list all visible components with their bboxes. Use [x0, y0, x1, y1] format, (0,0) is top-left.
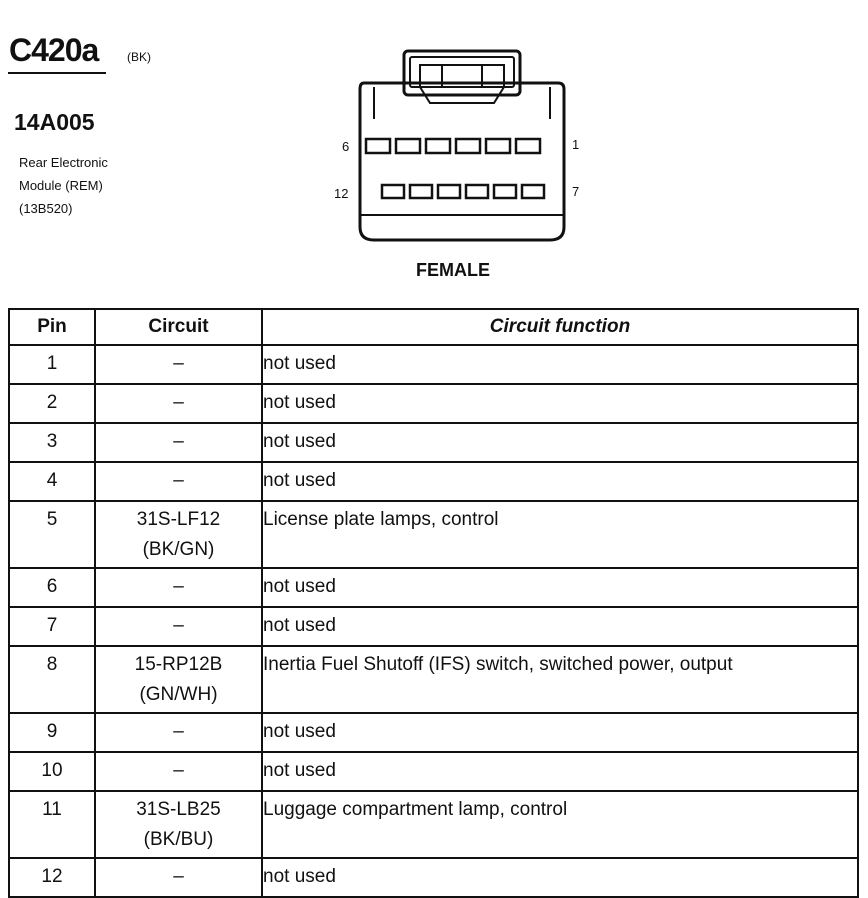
table-row: [9, 713, 858, 752]
circuit-function: not used: [262, 462, 858, 501]
header-circuit: Circuit: [95, 309, 262, 345]
table-row: [9, 858, 858, 897]
table-row: [9, 423, 858, 462]
circuit-cell: [95, 568, 262, 607]
circuit-cell: [95, 462, 262, 501]
circuit-id: –: [173, 760, 184, 781]
circuit-id: –: [173, 866, 184, 887]
part-number: 14A005: [14, 109, 95, 135]
pin-number: 6: [9, 568, 95, 607]
pin-number: 4: [9, 462, 95, 501]
circuit-id: –: [173, 721, 184, 742]
table-header-row: [9, 309, 858, 345]
circuit-id: –: [173, 470, 184, 491]
circuit-cell: [95, 858, 262, 897]
connector-color: (BK): [127, 50, 151, 64]
circuit-cell: [95, 501, 262, 568]
table-row: [9, 607, 858, 646]
pin-number: 12: [9, 858, 95, 897]
circuit-function: Luggage compartment lamp, control: [262, 791, 858, 858]
table-row: [9, 384, 858, 423]
circuit-function: Inertia Fuel Shutoff (IFS) switch, switched power, output: [262, 646, 858, 713]
table-row: [9, 462, 858, 501]
pin-label-6: 6: [342, 139, 350, 154]
circuit-cell: [95, 646, 262, 713]
pin-label-7: 7: [572, 184, 580, 199]
module-description-line: Rear Electronic: [19, 155, 108, 170]
circuit-cell: [95, 752, 262, 791]
circuit-wire-color: (GN/WH): [139, 684, 218, 705]
table-row: [9, 646, 858, 713]
circuit-function: not used: [262, 568, 858, 607]
table-row: [9, 752, 858, 791]
table-row: [9, 791, 858, 858]
circuit-wire-color: (BK/BU): [143, 829, 214, 850]
circuit-id: 31S-LF12: [136, 509, 221, 530]
pin-number: 9: [9, 713, 95, 752]
pin-label-1: 1: [572, 137, 580, 152]
connector-face-diagram: [352, 45, 572, 245]
header-circuit-function: Circuit function: [262, 309, 858, 345]
circuit-id: –: [173, 353, 184, 374]
pinout-table: [8, 308, 859, 898]
pin-number: 10: [9, 752, 95, 791]
circuit-id: –: [173, 392, 184, 413]
circuit-wire-color: (BK/GN): [142, 539, 215, 560]
pin-number: 3: [9, 423, 95, 462]
pin-number: 5: [9, 501, 95, 568]
pin-number: 8: [9, 646, 95, 713]
circuit-function: not used: [262, 607, 858, 646]
pin-number: 7: [9, 607, 95, 646]
circuit-id: 31S-LB25: [136, 799, 221, 820]
pin-label-12: 12: [334, 186, 349, 201]
pin-number: 2: [9, 384, 95, 423]
circuit-function: License plate lamps, control: [262, 501, 858, 568]
connector-gender-label: FEMALE: [416, 260, 490, 280]
connector-id: C420a: [9, 32, 99, 68]
circuit-function: not used: [262, 752, 858, 791]
circuit-id: 15-RP12B: [134, 654, 223, 675]
table-row: [9, 568, 858, 607]
circuit-id: –: [173, 615, 184, 636]
pinout-table-body: [9, 345, 858, 897]
circuit-function: not used: [262, 858, 858, 897]
table-row: [9, 345, 858, 384]
circuit-function: not used: [262, 423, 858, 462]
module-description-line: (13B520): [19, 201, 73, 216]
circuit-function: not used: [262, 384, 858, 423]
circuit-function: not used: [262, 345, 858, 384]
circuit-cell: [95, 713, 262, 752]
pin-number: 1: [9, 345, 95, 384]
circuit-cell: [95, 791, 262, 858]
module-description-line: Module (REM): [19, 178, 103, 193]
circuit-id: –: [173, 431, 184, 452]
circuit-function: not used: [262, 713, 858, 752]
circuit-id: –: [173, 576, 184, 597]
circuit-cell: [95, 384, 262, 423]
circuit-cell: [95, 345, 262, 384]
circuit-cell: [95, 423, 262, 462]
circuit-cell: [95, 607, 262, 646]
pin-number: 11: [9, 791, 95, 858]
connector-id-underline: [8, 72, 106, 74]
table-row: [9, 501, 858, 568]
header-pin: Pin: [9, 309, 95, 345]
